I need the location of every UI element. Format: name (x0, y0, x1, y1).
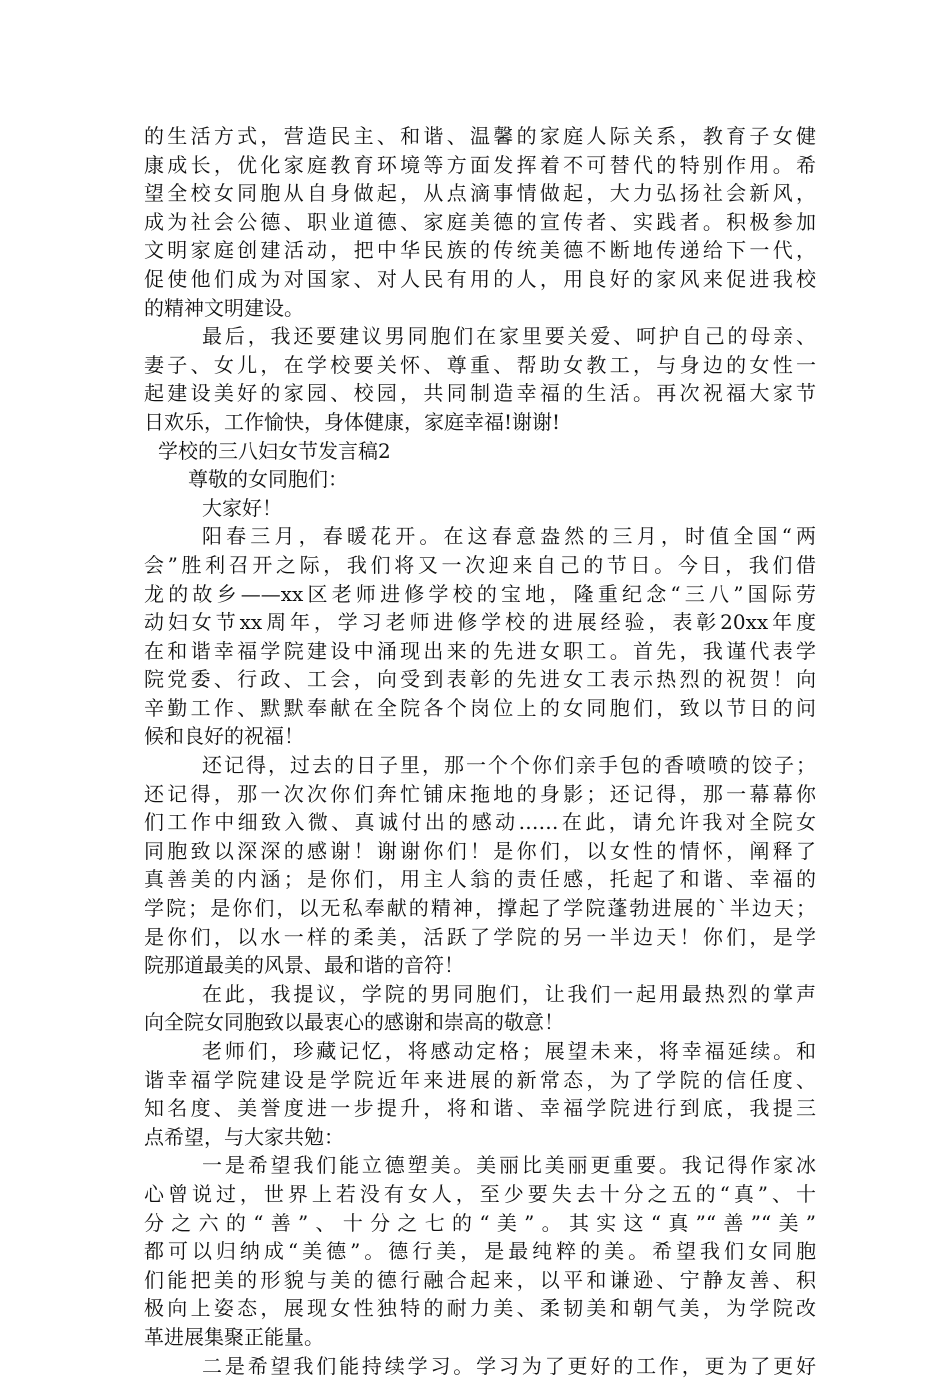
text-line: 二是希望我们能持续学习。学习为了更好的工作，更为了更好 (202, 1353, 816, 1378)
text-line: 大家好！ (202, 495, 282, 520)
text-line: 辛勤工作、默默奉献在全院各个岗位上的女同胞们，致以节日的问 (144, 695, 816, 720)
text-line: 同胞致以深深的感谢！谢谢你们！是你们，以女性的情怀，阐释了 (144, 838, 816, 863)
text-line: 心曾说过，世界上若没有女人，至少要失去十分之五的“真”、十 (144, 1181, 816, 1206)
text-line: 候和良好的祝福！ (144, 724, 304, 749)
text-line: 们工作中细致入微、真诚付出的感动……在此，请允许我对全院女 (144, 810, 816, 835)
text-line: 在和谐幸福学院建设中涌现出来的先进女职工。首先，我谨代表学 (144, 638, 816, 663)
text-line: 最后，我还要建议男同胞们在家里要关爱、呵护自己的母亲、 (202, 324, 816, 349)
text-line: 院那道最美的风景、最和谐的音符！ (144, 953, 464, 978)
text-line: 望全校女同胞从自身做起，从点滴事情做起，大力弘扬社会新风， (144, 181, 816, 206)
text-line: 尊敬的女同胞们： (188, 467, 348, 492)
document-body (144, 122, 816, 1380)
text-line: 点希望，与大家共勉： (144, 1124, 344, 1149)
text-line: 还记得，那一次次你们奔忙铺床拖地的身影；还记得，那一幕幕你 (144, 781, 816, 806)
text-line: 学校的三八妇女节发言稿2 (158, 438, 391, 463)
text-line: 向全院女同胞致以最衷心的感谢和崇高的敬意！ (144, 1010, 564, 1035)
text-line: 分之六的“善”、十分之七的“美”。其实这“真”“善”“美” (144, 1210, 816, 1235)
text-line: 在此，我提议，学院的男同胞们，让我们一起用最热烈的掌声 (202, 981, 816, 1006)
text-line: 成为社会公德、职业道德、家庭美德的宣传者、实践者。积极参加 (144, 209, 816, 234)
text-line: 老师们，珍藏记忆，将感动定格；展望未来，将幸福延续。和 (202, 1039, 816, 1063)
text-line: 学院；是你们，以无私奉献的精神，撑起了学院蓬勃进展的`半边天； (144, 896, 816, 921)
text-line: 妻子、女儿，在学校要关怀、尊重、帮助女教工，与身边的女性一 (144, 352, 816, 377)
text-line: 还记得，过去的日子里，那一个个你们亲手包的香喷喷的饺子； (202, 753, 816, 778)
text-line: 知名度、美誉度进一步提升，将和谐、幸福学院进行到底，我提三 (144, 1096, 816, 1121)
text-line: 们能把美的形貌与美的德行融合起来，以平和谦逊、宁静友善、积 (144, 1267, 816, 1292)
text-line: 一是希望我们能立德塑美。美丽比美丽更重要。我记得作家冰 (202, 1153, 816, 1178)
text-line: 日欢乐，工作愉快，身体健康，家庭幸福!谢谢! (144, 409, 561, 434)
text-line: 文明家庭创建活动，把中华民族的传统美德不断地传递给下一代， (144, 238, 816, 263)
text-line: 极向上姿态，展现女性独特的耐力美、柔韧美和朝气美，为学院改 (144, 1296, 816, 1321)
text-line: 都可以归纳成“美德”。德行美，是最纯粹的美。希望我们女同胞 (144, 1239, 816, 1264)
text-line: 龙的故乡——xx区老师进修学校的宝地，隆重纪念“三八”国际劳 (144, 581, 816, 606)
text-line: 革进展集聚正能量。 (144, 1324, 324, 1349)
text-line: 的生活方式，营造民主、和谐、温馨的家庭人际关系，教育子女健 (144, 124, 816, 148)
text-line: 起建设美好的家园、校园，共同制造幸福的生活。再次祝福大家节 (144, 381, 816, 406)
text-line: 院党委、行政、工会，向受到表彰的先进女工表示热烈的祝贺！向 (144, 667, 816, 692)
text-line: 康成长，优化家庭教育环境等方面发挥着不可替代的特别作用。希 (144, 152, 816, 177)
text-line: 谐幸福学院建设是学院近年来进展的新常态，为了学院的信任度、 (144, 1067, 816, 1092)
text-line: 的精神文明建设。 (144, 295, 304, 320)
text-line: 促使他们成为对国家、对人民有用的人，用良好的家风来促进我校 (144, 266, 816, 291)
text-line: 动妇女节xx周年，学习老师进修学校的进展经验，表彰20xx年度 (144, 610, 816, 635)
text-line: 真善美的内涵；是你们，用主人翁的责任感，托起了和谐、幸福的 (144, 867, 816, 892)
text-line: 会”胜利召开之际，我们将又一次迎来自己的节日。今日，我们借 (144, 552, 816, 577)
text-line: 阳春三月，春暖花开。在这春意盎然的三月，时值全国“两 (202, 524, 816, 549)
text-line: 是你们，以水一样的柔美，活跃了学院的另一半边天！你们，是学 (144, 924, 816, 949)
